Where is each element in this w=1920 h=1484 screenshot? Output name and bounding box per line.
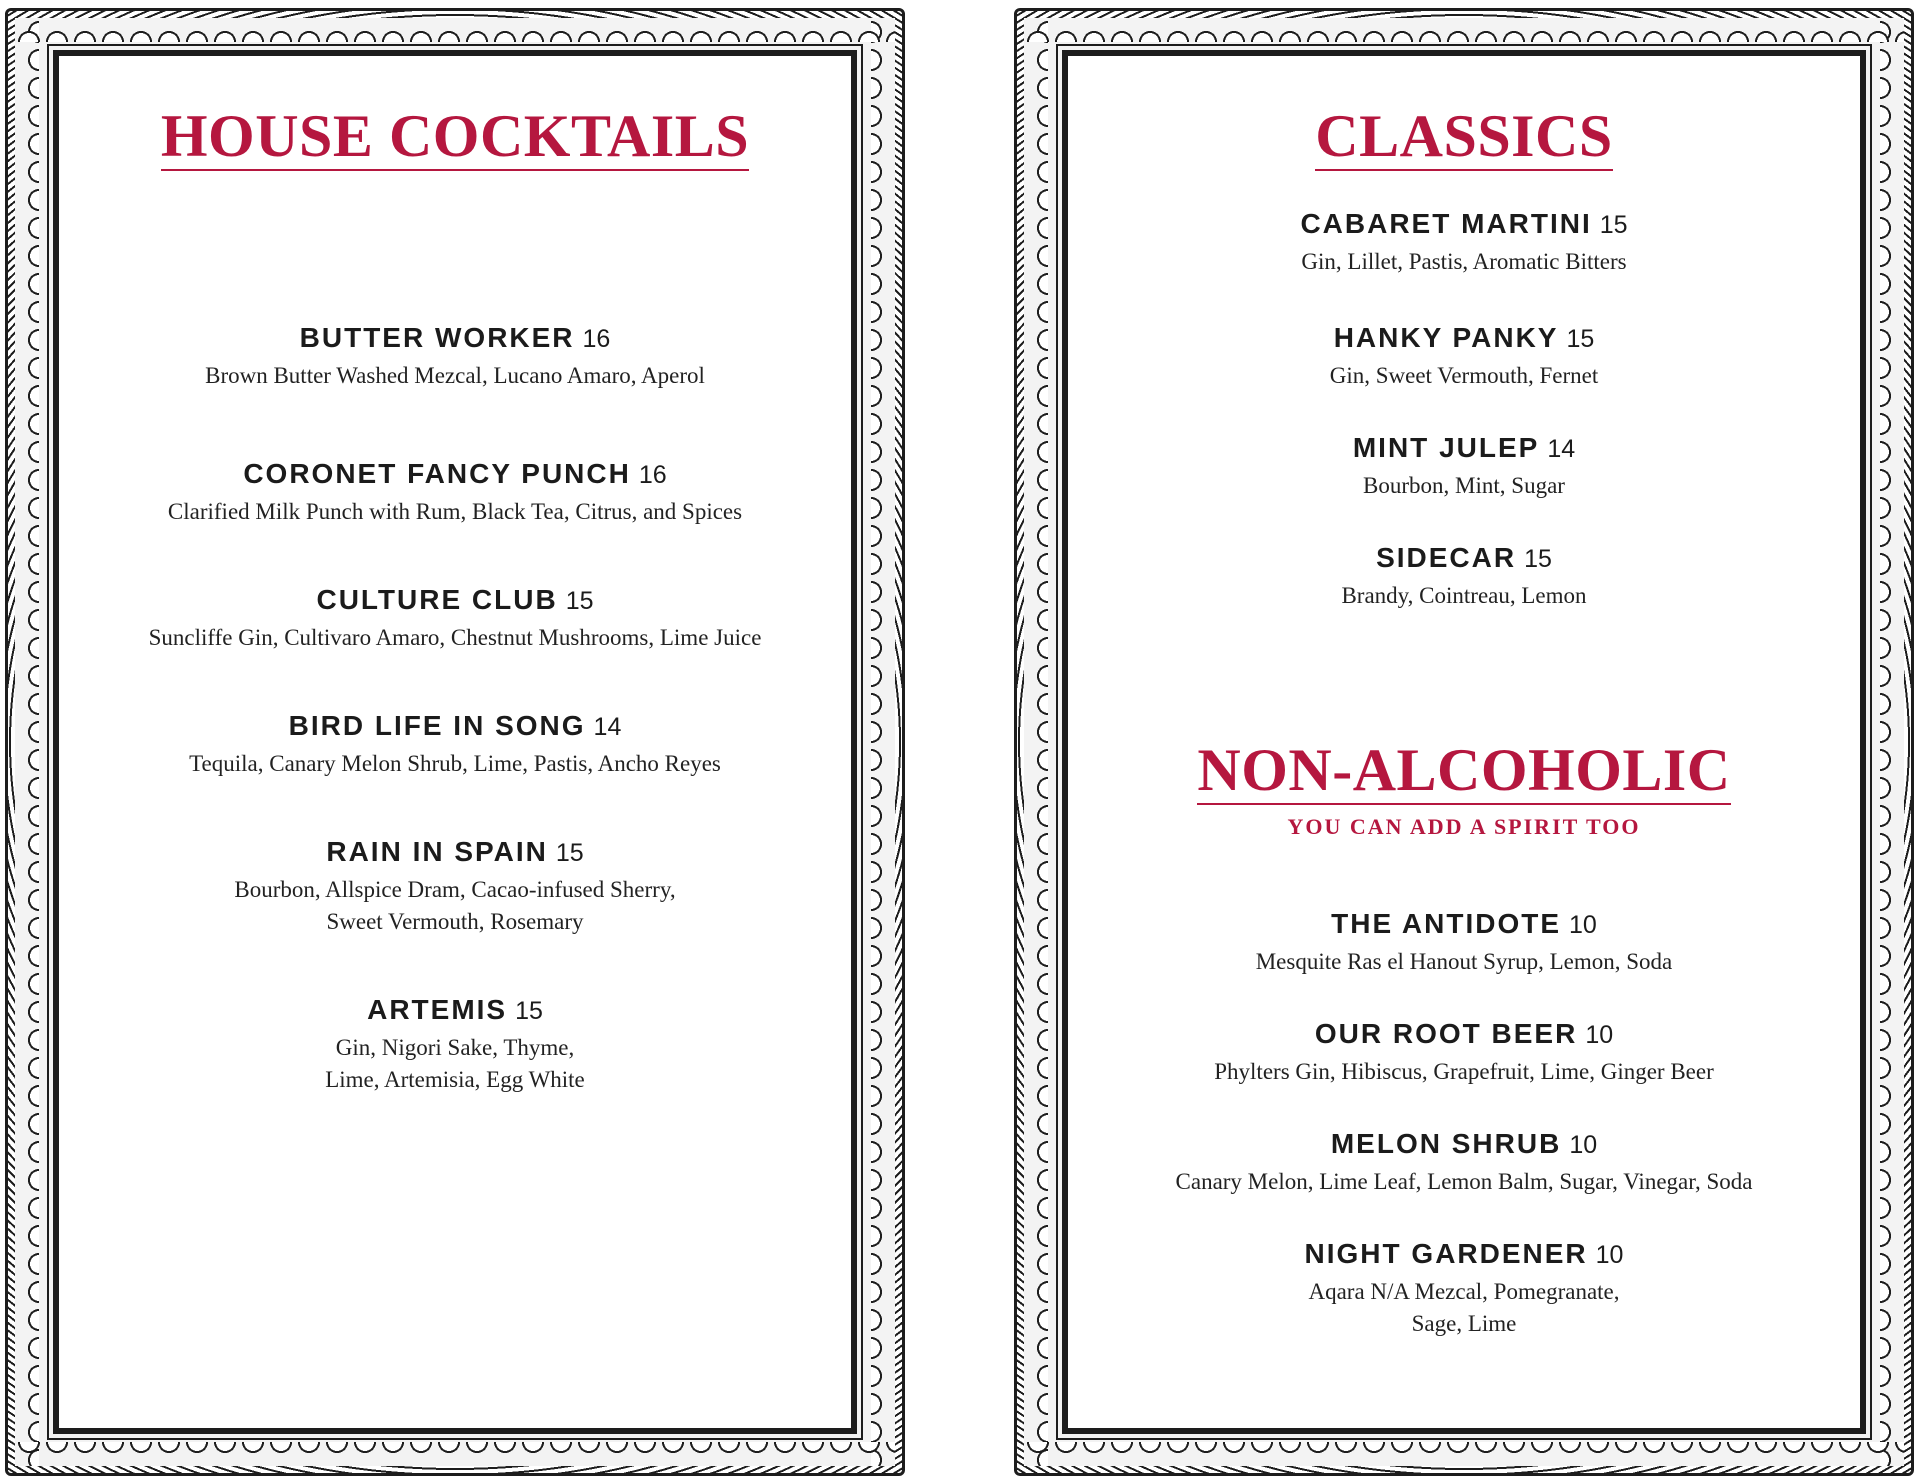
item-description-line2: Sweet Vermouth, Rosemary: [326, 909, 584, 934]
item-description: Brandy, Cointreau, Lemon: [1341, 583, 1587, 608]
menu-item: [59, 994, 851, 1096]
item-price: 14: [593, 713, 622, 741]
item-price: 15: [1524, 545, 1552, 573]
item-description: Tequila, Canary Melon Shrub, Lime, Pastis, Ancho Reyes: [189, 751, 721, 776]
item-description: Clarified Milk Punch with Rum, Black Tea, Citrus, and Spices: [167, 499, 743, 524]
item-price: 10: [1585, 1021, 1614, 1049]
item-price: 10: [1595, 1241, 1624, 1269]
menu-item: [1068, 208, 1860, 278]
item-name: NIGHT GARDENER: [1304, 1238, 1588, 1269]
menu-item: [59, 836, 851, 938]
classics-panel: [1014, 8, 1914, 1476]
item-price: 16: [638, 461, 667, 489]
item-price: 15: [515, 997, 543, 1025]
item-price: 10: [1569, 1131, 1598, 1159]
item-description: Brown Butter Washed Mezcal, Lucano Amaro, Aperol: [205, 363, 705, 388]
item-name: RAIN IN SPAIN: [326, 836, 548, 867]
item-description: Gin, Sweet Vermouth, Fernet: [1329, 363, 1599, 388]
item-description: Gin, Lillet, Pastis, Aromatic Bitters: [1301, 249, 1627, 274]
menu-item: [1068, 322, 1860, 392]
menu-item: [59, 458, 851, 528]
menu-item: [1068, 542, 1860, 612]
item-description: Bourbon, Allspice Dram, Cacao-infused Sherry,: [234, 877, 676, 902]
item-name: HANKY PANKY: [1333, 322, 1559, 353]
item-name: CABARET MARTINI: [1300, 208, 1592, 239]
menu-item: [1068, 1018, 1860, 1088]
item-description-line2: Sage, Lime: [1411, 1311, 1517, 1336]
item-price: 10: [1569, 911, 1597, 939]
item-price: 15: [1566, 325, 1595, 353]
item-name: OUR ROOT BEER: [1314, 1018, 1578, 1049]
menu-item: [59, 322, 851, 392]
menu-item: [59, 584, 851, 654]
item-name: ARTEMIS: [367, 994, 508, 1025]
item-description-line2: Lime, Artemisia, Egg White: [325, 1067, 585, 1092]
item-description: Gin, Nigori Sake, Thyme,: [335, 1035, 575, 1060]
item-price: 15: [565, 587, 594, 615]
item-name: SIDECAR: [1376, 542, 1517, 573]
item-description: Aqara N/A Mezcal, Pomegranate,: [1308, 1279, 1620, 1304]
item-description: Suncliffe Gin, Cultivaro Amaro, Chestnut Mushrooms, Lime Juice: [148, 625, 762, 650]
item-price: 15: [1599, 211, 1628, 239]
item-name: MELON SHRUB: [1330, 1128, 1562, 1159]
item-name: THE ANTIDOTE: [1331, 908, 1562, 939]
menu-item: [1068, 908, 1860, 978]
menu-item: [59, 710, 851, 780]
item-name: CORONET FANCY PUNCH: [243, 458, 631, 489]
menu-item: [1068, 1128, 1860, 1198]
section-title: CLASSICS: [1315, 103, 1613, 169]
item-price: 16: [582, 325, 611, 353]
menu-item: [1068, 432, 1860, 502]
section-title: HOUSE COCKTAILS: [160, 103, 750, 169]
item-price: 14: [1547, 435, 1576, 463]
item-name: BUTTER WORKER: [299, 322, 575, 353]
item-name: CULTURE CLUB: [316, 584, 558, 615]
section-subtitle: YOU CAN ADD A SPIRIT TOO: [1287, 814, 1641, 839]
item-price: 15: [555, 839, 584, 867]
item-description: Mesquite Ras el Hanout Syrup, Lemon, Soda: [1255, 949, 1673, 974]
item-description: Bourbon, Mint, Sugar: [1363, 473, 1565, 498]
item-name: MINT JULEP: [1352, 432, 1540, 463]
menu-page: [1062, 50, 1866, 1434]
menu-page: [53, 50, 857, 1434]
item-description: Phylters Gin, Hibiscus, Grapefruit, Lime, Ginger Beer: [1214, 1059, 1714, 1084]
house-cocktails-panel: [5, 8, 905, 1476]
item-name: BIRD LIFE IN SONG: [288, 710, 586, 741]
item-description: Canary Melon, Lime Leaf, Lemon Balm, Sugar, Vinegar, Soda: [1175, 1169, 1753, 1194]
section-title-non-alcoholic: NON-ALCOHOLIC: [1197, 737, 1731, 803]
menu-item: [1068, 1238, 1860, 1340]
